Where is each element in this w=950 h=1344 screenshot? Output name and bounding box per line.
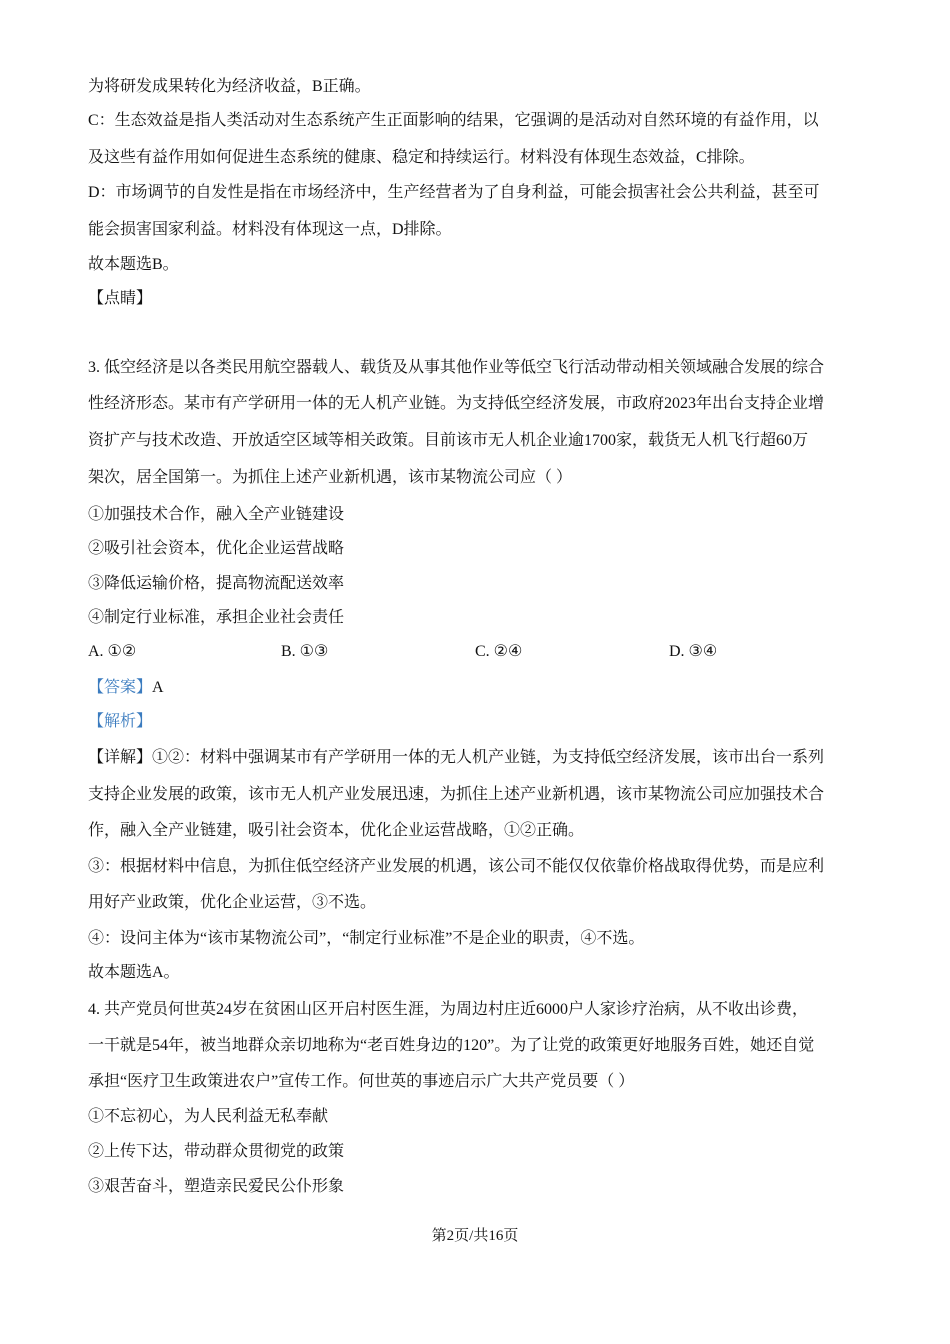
text-line: 为将研发成果转化为经济收益，B正确。 [88,78,371,95]
analysis-label: 【解析】 [88,713,153,730]
q3-answer [88,678,164,698]
text-line: 故本题选B。 [88,256,179,273]
q4-item: ①不忘初心，为人民利益无私奉献 [88,1108,329,1125]
q3-item: ④制定行业标准，承担企业社会责任 [88,609,345,626]
q3-detail-line: 故本题选A。 [88,964,180,981]
q4-stem-line: 承担“医疗卫生政策进农户”宣传工作。何世英的事迹启示广大共产党员要（ ） [88,1073,635,1090]
q3-detail-line: 用好产业政策，优化企业运营，③不选。 [88,894,377,911]
q3-option-d: D. ③④ [669,643,718,660]
page-footer: 第2页/共16页 [431,1228,519,1244]
q3-detail-line: ④：设问主体为“该市某物流公司”，“制定行业标准”不是企业的职责，④不选。 [88,930,645,947]
q4-item: ②上传下达，带动群众贯彻党的政策 [88,1143,345,1160]
answer-value: A [152,679,164,696]
q3-stem-line: 性经济形态。某市有产学研用一体的无人机产业链。为支持低空经济发展，市政府2023年出台支持企业增 [88,395,825,412]
q3-detail-line: ③：根据材料中信息，为抓住低空经济产业发展的机遇，该公司不能仅仅依靠价格战取得优势，而是应利 [88,858,825,875]
q3-detail-line: 【详解】①②：材料中强调某市有产学研用一体的无人机产业链，为支持低空经济发展，该市出台一系列 [88,749,825,766]
q4-item: ③艰苦奋斗，塑造亲民爱民公仆形象 [88,1178,345,1195]
section-label-dianjing: 【点睛】 [88,290,153,307]
q3-item: ②吸引社会资本，优化企业运营战略 [88,540,345,557]
q3-option-b: B. ①③ [281,643,329,660]
q3-detail-line: 支持企业发展的政策，该市无人机产业发展迅速，为抓住上述产业新机遇，该市某物流公司应加强技术合 [88,786,825,803]
q3-stem-line: 架次，居全国第一。为抓住上述产业新机遇，该市某物流公司应（ ） [88,469,573,486]
text-line: D：市场调节的自发性是指在市场经济中，生产经营者为了自身利益，可能会损害社会公共利益，甚至可 [88,184,820,201]
text-line: 能会损害国家利益。材料没有体现这一点，D排除。 [88,221,452,238]
q3-stem-line: 资扩产与技术改造、开放适空区域等相关政策。目前该市无人机企业逾1700家，载货无人机飞行超60万 [88,432,809,449]
q3-item: ③降低运输价格，提高物流配送效率 [88,575,345,592]
q3-option-a: A. ①② [88,643,137,660]
q3-detail-line: 作，融入全产业链建，吸引社会资本，优化企业运营战略，①②正确。 [88,822,585,839]
answer-label: 【答案】 [88,679,153,696]
q4-stem-line: 4. 共产党员何世英24岁在贫困山区开启村医生涯，为周边村庄近6000户人家诊疗治病，从不收出诊费， [88,1001,809,1018]
q3-option-c: C. ②④ [475,643,523,660]
q3-item: ①加强技术合作，融入全产业链建设 [88,506,345,523]
q4-stem-line: 一干就是54年，被当地群众亲切地称为“老百姓身边的120”。为了让党的政策更好地服务百姓，她还自觉 [88,1037,815,1054]
q3-stem-line: 3. 低空经济是以各类民用航空器载人、载货及从事其他作业等低空飞行活动带动相关领域融合发展的综合 [88,359,825,376]
text-line: C：生态效益是指人类活动对生态系统产生正面影响的结果，它强调的是活动对自然环境的有益作用，以 [88,112,819,129]
text-line: 及这些有益作用如何促进生态系统的健康、稳定和持续运行。材料没有体现生态效益，C排除。 [88,149,755,166]
